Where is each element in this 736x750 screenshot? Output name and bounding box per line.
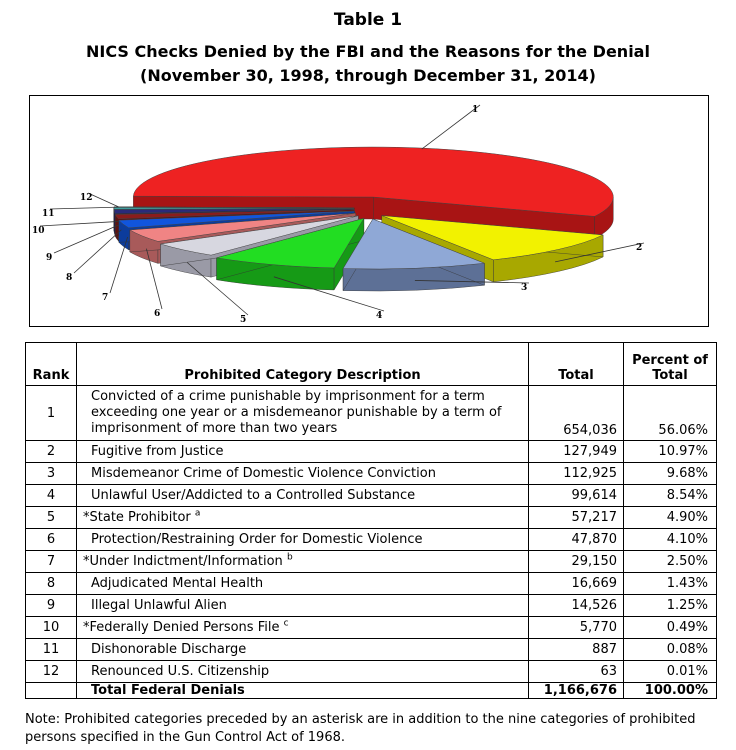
- description-cell: [77, 661, 529, 683]
- pie-chart-panel: [29, 95, 709, 327]
- description-text: Convicted of a crime punishable by imprisonment for a term exceeding one year or a misdemeanor punishable by a term of imprisonment of more than two years: [91, 389, 502, 436]
- table-row: [26, 573, 717, 595]
- description-cell: [77, 529, 529, 551]
- description-text: Renounced U.S. Citizenship: [91, 664, 270, 679]
- description-text: *Under Indictment/Information: [83, 554, 283, 569]
- slice-label-12: 12: [80, 193, 93, 203]
- table-label: Table 1: [333, 10, 403, 30]
- slice-label-9: 9: [46, 253, 53, 263]
- slice-label-10: 10: [32, 226, 45, 236]
- description-cell: [77, 463, 529, 485]
- percent-cell: 56.06%: [624, 386, 717, 441]
- description-cell: [77, 507, 529, 529]
- leader-line-8: [74, 230, 121, 273]
- percent-cell: 0.08%: [624, 639, 717, 661]
- header-total: Total: [529, 343, 624, 386]
- total-value: 1,166,676: [529, 683, 624, 699]
- rank-cell: 8: [26, 573, 77, 595]
- percent-cell: 2.50%: [624, 551, 717, 573]
- description-cell: [77, 386, 529, 441]
- slice-label-11: 11: [42, 209, 55, 219]
- slice-label-4: 4: [376, 311, 383, 321]
- total-row: [26, 683, 717, 699]
- description-cell: [77, 573, 529, 595]
- total-cell: 112,925: [529, 463, 624, 485]
- description-cell: [77, 639, 529, 661]
- total-cell: 5,770: [529, 617, 624, 639]
- footnote: Note: Prohibited categories preceded by an asterisk are in addition to the nine categories of prohibited persons specified in the Gun Control Act of 1968.: [25, 712, 696, 745]
- table-row: [26, 661, 717, 683]
- rank-cell: 11: [26, 639, 77, 661]
- total-cell: 654,036: [529, 386, 624, 441]
- table-row: [26, 639, 717, 661]
- total-label: Total Federal Denials: [77, 683, 529, 699]
- rank-cell: 9: [26, 595, 77, 617]
- total-cell: 16,669: [529, 573, 624, 595]
- table-row: [26, 386, 717, 441]
- footnote-marker: c: [283, 618, 289, 629]
- slice-label-5: 5: [240, 315, 247, 325]
- table-row: [26, 551, 717, 573]
- leader-line-10: [40, 221, 119, 226]
- description-text: *Federally Denied Persons File: [83, 620, 280, 635]
- description-text: Misdemeanor Crime of Domestic Violence Conviction: [91, 466, 436, 481]
- percent-cell: 1.43%: [624, 573, 717, 595]
- table-row: [26, 441, 717, 463]
- rank-cell: 12: [26, 661, 77, 683]
- leader-line-11: [50, 207, 119, 209]
- table-row: [26, 529, 717, 551]
- total-cell: 99,614: [529, 485, 624, 507]
- percent-cell: 1.25%: [624, 595, 717, 617]
- table-row: [26, 617, 717, 639]
- description-cell: [77, 595, 529, 617]
- header-description: Prohibited Category Description: [77, 343, 529, 386]
- rank-cell: 5: [26, 507, 77, 529]
- chart-subtitle: (November 30, 1998, through December 31, 2014): [140, 66, 596, 85]
- footnote-marker: a: [194, 508, 201, 519]
- rank-cell: 2: [26, 441, 77, 463]
- description-text: Adjudicated Mental Health: [91, 576, 264, 591]
- description-text: Fugitive from Justice: [91, 444, 224, 459]
- total-rank-cell: [26, 683, 77, 699]
- slice-label-8: 8: [66, 273, 73, 283]
- table-row: [26, 463, 717, 485]
- percent-cell: 9.68%: [624, 463, 717, 485]
- total-cell: 47,870: [529, 529, 624, 551]
- total-cell: 63: [529, 661, 624, 683]
- leader-line-7: [110, 237, 128, 293]
- percent-cell: 8.54%: [624, 485, 717, 507]
- total-cell: 29,150: [529, 551, 624, 573]
- pie-chart: [30, 96, 708, 326]
- rank-cell: 6: [26, 529, 77, 551]
- total-cell: 887: [529, 639, 624, 661]
- percent-cell: 0.01%: [624, 661, 717, 683]
- table-row: [26, 595, 717, 617]
- total-percent: 100.00%: [624, 683, 717, 699]
- slice-label-1: 1: [472, 105, 479, 115]
- description-text: Unlawful User/Addicted to a Controlled Substance: [91, 488, 416, 503]
- slice-label-3: 3: [521, 283, 528, 293]
- header-percent: Percent of Total: [624, 343, 717, 386]
- leader-line-12: [88, 193, 119, 207]
- description-text: Dishonorable Discharge: [91, 642, 247, 657]
- chart-title: NICS Checks Denied by the FBI and the Reasons for the Denial: [86, 42, 650, 61]
- footnote-marker: b: [286, 552, 293, 563]
- description-cell: [77, 551, 529, 573]
- header-rank: Rank: [26, 343, 77, 386]
- description-text: *State Prohibitor: [83, 510, 191, 525]
- leader-line-9: [54, 225, 119, 253]
- table-header-row: [26, 343, 717, 386]
- total-cell: 127,949: [529, 441, 624, 463]
- description-cell: [77, 485, 529, 507]
- rank-cell: 10: [26, 617, 77, 639]
- rank-cell: 7: [26, 551, 77, 573]
- description-cell: [77, 441, 529, 463]
- percent-cell: 10.97%: [624, 441, 717, 463]
- rank-cell: 4: [26, 485, 77, 507]
- description-text: Protection/Restraining Order for Domestic Violence: [91, 532, 423, 547]
- rank-cell: 3: [26, 463, 77, 485]
- percent-cell: 4.10%: [624, 529, 717, 551]
- total-cell: 14,526: [529, 595, 624, 617]
- total-cell: 57,217: [529, 507, 624, 529]
- denials-table: [25, 342, 717, 699]
- percent-cell: 4.90%: [624, 507, 717, 529]
- percent-cell: 0.49%: [624, 617, 717, 639]
- table-row: [26, 507, 717, 529]
- rank-cell: 1: [26, 386, 77, 441]
- description-text: Illegal Unlawful Alien: [91, 598, 227, 613]
- slice-label-6: 6: [154, 309, 161, 319]
- table-row: [26, 485, 717, 507]
- description-cell: [77, 617, 529, 639]
- slice-label-2: 2: [636, 243, 643, 253]
- slice-label-7: 7: [102, 293, 109, 303]
